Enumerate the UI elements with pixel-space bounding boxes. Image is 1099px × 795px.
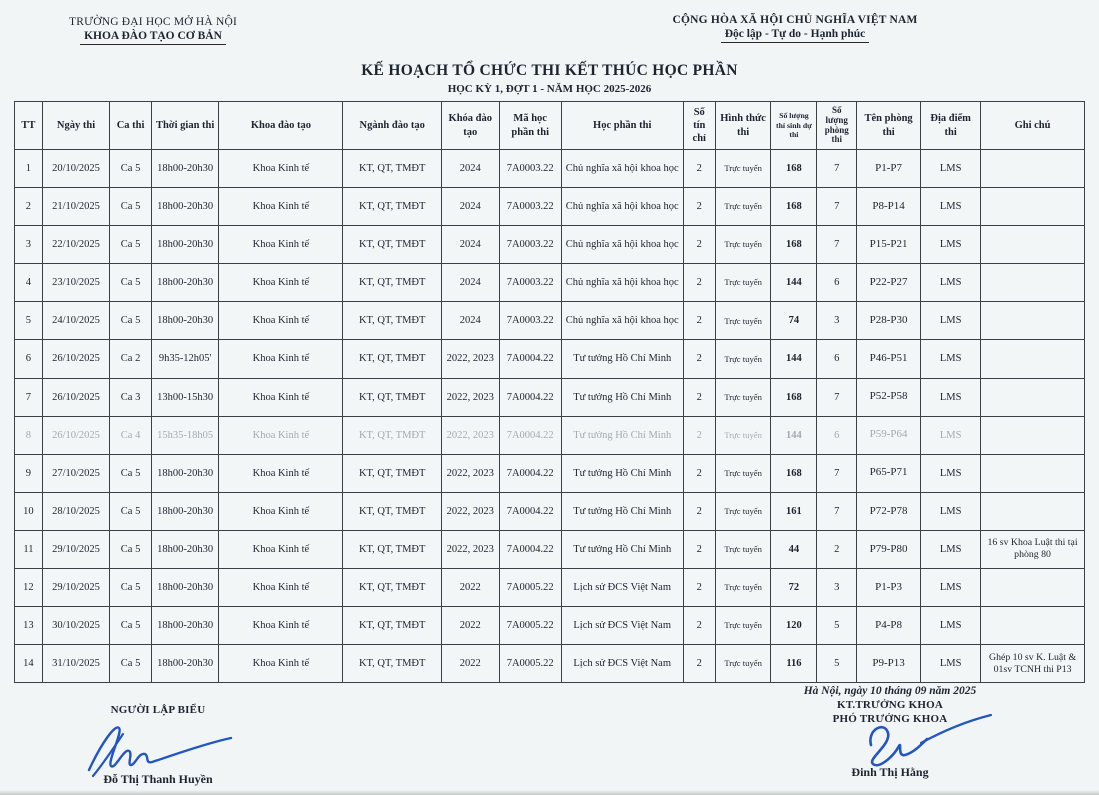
cell-ma-hoc-phan-thi: 7A0004.22 xyxy=(499,378,561,416)
cell-ngay-thi: 22/10/2025 xyxy=(42,226,109,264)
cell-ten-phong-thi: P52-P58 xyxy=(857,378,921,416)
cell-so-luong-phong-thi: 6 xyxy=(817,264,857,302)
cell-nganh-dao-tao: KT, QT, TMĐT xyxy=(343,226,441,264)
scan-edge xyxy=(0,790,1099,795)
cell-ma-hoc-phan-thi: 7A0003.22 xyxy=(499,264,561,302)
cell-so-tin-chi: 2 xyxy=(683,378,715,416)
cell-ten-phong-thi: P65-P71 xyxy=(857,454,921,492)
cell-dia-diem-thi: LMS xyxy=(921,188,981,226)
cell-khoa-dao-tao: Khoa Kinh tế xyxy=(219,340,343,378)
table-row xyxy=(15,378,1085,416)
cell-so-luong-thi-sinh: 120 xyxy=(771,607,817,645)
cell-khoa-dao-tao: Khoa Kinh tế xyxy=(219,378,343,416)
cell-so-tin-chi: 2 xyxy=(683,569,715,607)
cell-khoa-dao-tao: Khoa Kinh tế xyxy=(219,530,343,568)
approver-title-2: PHÓ TRƯỞNG KHOA xyxy=(832,713,948,725)
cell-so-luong-thi-sinh: 144 xyxy=(771,264,817,302)
cell-khoa-hoc: 2022, 2023 xyxy=(441,340,499,378)
cell-khoa-hoc: 2024 xyxy=(441,264,499,302)
table-row xyxy=(15,454,1085,492)
cell-so-tin-chi: 2 xyxy=(683,530,715,568)
cell-hoc-phan-thi: Tư tưởng Hồ Chí Minh xyxy=(561,454,683,492)
cell-so-luong-phong-thi: 7 xyxy=(817,492,857,530)
exam-schedule-table xyxy=(14,101,1085,683)
issuing-unit-block xyxy=(28,16,278,45)
cell-so-luong-phong-thi: 3 xyxy=(817,302,857,340)
cell-hinh-thuc-thi: Trực tuyến xyxy=(715,416,771,454)
cell-dia-diem-thi: LMS xyxy=(921,416,981,454)
cell-khoa-hoc: 2024 xyxy=(441,188,499,226)
cell-tt: 12 xyxy=(15,569,43,607)
cell-hinh-thuc-thi: Trực tuyến xyxy=(715,454,771,492)
cell-ghi-chu: 16 sv Khoa Luật thi tại phòng 80 xyxy=(981,530,1085,568)
cell-thoi-gian-thi: 18h00-20h30 xyxy=(151,188,218,226)
cell-hinh-thuc-thi: Trực tuyến xyxy=(715,264,771,302)
cell-so-tin-chi: 2 xyxy=(683,454,715,492)
cell-ca-thi: Ca 5 xyxy=(110,150,152,188)
col-header-hoc-phan-thi: Học phần thi xyxy=(561,102,683,150)
col-header-ten-phong-thi: Tên phòng thi xyxy=(857,102,921,150)
cell-thoi-gian-thi: 18h00-20h30 xyxy=(151,226,218,264)
cell-tt: 2 xyxy=(15,188,43,226)
cell-so-luong-thi-sinh: 168 xyxy=(771,226,817,264)
cell-thoi-gian-thi: 18h00-20h30 xyxy=(151,569,218,607)
cell-ma-hoc-phan-thi: 7A0003.22 xyxy=(499,188,561,226)
cell-so-tin-chi: 2 xyxy=(683,302,715,340)
col-header-khoa-dao-tao: Khoa đào tạo xyxy=(219,102,343,150)
cell-thoi-gian-thi: 15h35-18h05 xyxy=(151,416,218,454)
cell-ngay-thi: 28/10/2025 xyxy=(42,492,109,530)
cell-dia-diem-thi: LMS xyxy=(921,454,981,492)
national-header-block xyxy=(630,14,960,43)
cell-ten-phong-thi: P28-P30 xyxy=(857,302,921,340)
cell-khoa-dao-tao: Khoa Kinh tế xyxy=(219,188,343,226)
col-header-ngay-thi: Ngày thi xyxy=(42,102,109,150)
cell-dia-diem-thi: LMS xyxy=(921,302,981,340)
cell-ma-hoc-phan-thi: 7A0003.22 xyxy=(499,302,561,340)
cell-ghi-chu xyxy=(981,569,1085,607)
cell-hinh-thuc-thi: Trực tuyến xyxy=(715,340,771,378)
cell-hinh-thuc-thi: Trực tuyến xyxy=(715,378,771,416)
cell-ghi-chu xyxy=(981,340,1085,378)
cell-hoc-phan-thi: Lịch sử ĐCS Việt Nam xyxy=(561,645,683,683)
cell-ghi-chu xyxy=(981,492,1085,530)
cell-hoc-phan-thi: Tư tưởng Hồ Chí Minh xyxy=(561,530,683,568)
col-header-ma-hoc-phan-thi: Mã học phần thi xyxy=(499,102,561,150)
cell-khoa-dao-tao: Khoa Kinh tế xyxy=(219,226,343,264)
cell-ca-thi: Ca 5 xyxy=(110,645,152,683)
cell-ten-phong-thi: P9-P13 xyxy=(857,645,921,683)
cell-tt: 11 xyxy=(15,530,43,568)
cell-nganh-dao-tao: KT, QT, TMĐT xyxy=(343,607,441,645)
cell-hoc-phan-thi: Chủ nghĩa xã hội khoa học xyxy=(561,150,683,188)
cell-tt: 3 xyxy=(15,226,43,264)
cell-tt: 4 xyxy=(15,264,43,302)
cell-so-tin-chi: 2 xyxy=(683,264,715,302)
cell-dia-diem-thi: LMS xyxy=(921,150,981,188)
cell-khoa-hoc: 2022, 2023 xyxy=(441,454,499,492)
cell-ten-phong-thi: P4-P8 xyxy=(857,607,921,645)
national-title: CỘNG HÒA XÃ HỘI CHỦ NGHĨA VIỆT NAM xyxy=(672,14,918,26)
cell-khoa-hoc: 2022, 2023 xyxy=(441,416,499,454)
cell-hinh-thuc-thi: Trực tuyến xyxy=(715,607,771,645)
cell-khoa-hoc: 2022, 2023 xyxy=(441,530,499,568)
cell-khoa-dao-tao: Khoa Kinh tế xyxy=(219,150,343,188)
col-header-nganh-dao-tao: Ngành đào tạo xyxy=(343,102,441,150)
cell-ma-hoc-phan-thi: 7A0005.22 xyxy=(499,569,561,607)
cell-so-luong-thi-sinh: 161 xyxy=(771,492,817,530)
table-row xyxy=(15,264,1085,302)
table-row xyxy=(15,492,1085,530)
preparer-signoff xyxy=(48,702,268,787)
cell-ma-hoc-phan-thi: 7A0005.22 xyxy=(499,645,561,683)
cell-so-luong-phong-thi: 7 xyxy=(817,188,857,226)
cell-hinh-thuc-thi: Trực tuyến xyxy=(715,645,771,683)
table-row xyxy=(15,569,1085,607)
cell-hoc-phan-thi: Tư tưởng Hồ Chí Minh xyxy=(561,416,683,454)
cell-thoi-gian-thi: 18h00-20h30 xyxy=(151,150,218,188)
col-header-tt: TT xyxy=(15,102,43,150)
col-header-so-luong-phong-thi: Số lượng phòng thi xyxy=(817,102,857,150)
cell-hinh-thuc-thi: Trực tuyến xyxy=(715,302,771,340)
cell-dia-diem-thi: LMS xyxy=(921,378,981,416)
cell-thoi-gian-thi: 18h00-20h30 xyxy=(151,264,218,302)
cell-so-luong-phong-thi: 7 xyxy=(817,454,857,492)
cell-so-tin-chi: 2 xyxy=(683,416,715,454)
table-row xyxy=(15,302,1085,340)
preparer-name: Đỗ Thị Thanh Huyền xyxy=(103,772,213,786)
cell-ca-thi: Ca 3 xyxy=(110,378,152,416)
cell-ghi-chu xyxy=(981,378,1085,416)
cell-nganh-dao-tao: KT, QT, TMĐT xyxy=(343,416,441,454)
cell-so-luong-phong-thi: 2 xyxy=(817,530,857,568)
cell-ghi-chu xyxy=(981,454,1085,492)
cell-nganh-dao-tao: KT, QT, TMĐT xyxy=(343,492,441,530)
cell-so-tin-chi: 2 xyxy=(683,645,715,683)
cell-ca-thi: Ca 5 xyxy=(110,264,152,302)
cell-dia-diem-thi: LMS xyxy=(921,530,981,568)
cell-thoi-gian-thi: 9h35-12h05' xyxy=(151,340,218,378)
cell-hinh-thuc-thi: Trực tuyến xyxy=(715,226,771,264)
cell-so-luong-thi-sinh: 44 xyxy=(771,530,817,568)
cell-hinh-thuc-thi: Trực tuyến xyxy=(715,492,771,530)
cell-nganh-dao-tao: KT, QT, TMĐT xyxy=(343,150,441,188)
cell-dia-diem-thi: LMS xyxy=(921,264,981,302)
cell-khoa-dao-tao: Khoa Kinh tế xyxy=(219,302,343,340)
table-row xyxy=(15,416,1085,454)
cell-ten-phong-thi: P8-P14 xyxy=(857,188,921,226)
cell-hoc-phan-thi: Chủ nghĩa xã hội khoa học xyxy=(561,264,683,302)
cell-tt: 9 xyxy=(15,454,43,492)
cell-tt: 1 xyxy=(15,150,43,188)
cell-tt: 13 xyxy=(15,607,43,645)
cell-tt: 7 xyxy=(15,378,43,416)
faculty-name: KHOA ĐÀO TẠO CƠ BẢN xyxy=(28,30,278,45)
cell-ngay-thi: 26/10/2025 xyxy=(42,416,109,454)
cell-ghi-chu: Ghép 10 sv K. Luật & 01sv TCNH thi P13 xyxy=(981,645,1085,683)
table-row xyxy=(15,607,1085,645)
cell-hoc-phan-thi: Tư tưởng Hồ Chí Minh xyxy=(561,378,683,416)
cell-nganh-dao-tao: KT, QT, TMĐT xyxy=(343,264,441,302)
cell-dia-diem-thi: LMS xyxy=(921,607,981,645)
cell-hoc-phan-thi: Lịch sử ĐCS Việt Nam xyxy=(561,569,683,607)
national-motto: Độc lập - Tự do - Hạnh phúc xyxy=(630,28,960,43)
cell-khoa-dao-tao: Khoa Kinh tế xyxy=(219,569,343,607)
cell-ten-phong-thi: P1-P7 xyxy=(857,150,921,188)
col-header-dia-diem-thi: Địa điểm thi xyxy=(921,102,981,150)
cell-khoa-hoc: 2022 xyxy=(441,569,499,607)
cell-khoa-hoc: 2024 xyxy=(441,226,499,264)
cell-tt: 14 xyxy=(15,645,43,683)
cell-ten-phong-thi: P22-P27 xyxy=(857,264,921,302)
cell-so-luong-thi-sinh: 168 xyxy=(771,188,817,226)
preparer-title: NGƯỜI LẬP BIỂU xyxy=(110,704,206,716)
preparer-signature xyxy=(63,716,253,778)
col-header-ghi-chu: Ghi chú xyxy=(981,102,1085,150)
cell-so-luong-thi-sinh: 74 xyxy=(771,302,817,340)
cell-so-luong-thi-sinh: 116 xyxy=(771,645,817,683)
cell-so-tin-chi: 2 xyxy=(683,226,715,264)
cell-ten-phong-thi: P59-P64 xyxy=(857,416,921,454)
cell-khoa-dao-tao: Khoa Kinh tế xyxy=(219,645,343,683)
table-row xyxy=(15,530,1085,568)
cell-so-tin-chi: 2 xyxy=(683,607,715,645)
cell-nganh-dao-tao: KT, QT, TMĐT xyxy=(343,645,441,683)
cell-so-luong-phong-thi: 7 xyxy=(817,150,857,188)
cell-ca-thi: Ca 5 xyxy=(110,188,152,226)
cell-ma-hoc-phan-thi: 7A0003.22 xyxy=(499,226,561,264)
cell-hoc-phan-thi: Tư tưởng Hồ Chí Minh xyxy=(561,340,683,378)
cell-thoi-gian-thi: 18h00-20h30 xyxy=(151,530,218,568)
cell-thoi-gian-thi: 13h00-15h30 xyxy=(151,378,218,416)
table-header xyxy=(15,102,1085,150)
cell-ca-thi: Ca 5 xyxy=(110,569,152,607)
cell-so-luong-phong-thi: 5 xyxy=(817,645,857,683)
cell-so-luong-thi-sinh: 168 xyxy=(771,150,817,188)
cell-khoa-dao-tao: Khoa Kinh tế xyxy=(219,264,343,302)
table-body xyxy=(15,150,1085,683)
cell-dia-diem-thi: LMS xyxy=(921,645,981,683)
cell-so-luong-phong-thi: 7 xyxy=(817,378,857,416)
cell-hoc-phan-thi: Lịch sử ĐCS Việt Nam xyxy=(561,607,683,645)
cell-hoc-phan-thi: Chủ nghĩa xã hội khoa học xyxy=(561,226,683,264)
col-header-so-luong-thi-sinh: Số lượng thí sinh dự thi xyxy=(771,102,817,150)
cell-ten-phong-thi: P46-P51 xyxy=(857,340,921,378)
cell-so-luong-phong-thi: 3 xyxy=(817,569,857,607)
cell-ngay-thi: 30/10/2025 xyxy=(42,607,109,645)
cell-hoc-phan-thi: Chủ nghĩa xã hội khoa học xyxy=(561,302,683,340)
cell-ca-thi: Ca 5 xyxy=(110,454,152,492)
cell-ghi-chu xyxy=(981,607,1085,645)
cell-so-luong-thi-sinh: 168 xyxy=(771,454,817,492)
cell-khoa-dao-tao: Khoa Kinh tế xyxy=(219,454,343,492)
cell-so-luong-thi-sinh: 144 xyxy=(771,340,817,378)
cell-ngay-thi: 21/10/2025 xyxy=(42,188,109,226)
cell-khoa-hoc: 2024 xyxy=(441,302,499,340)
cell-thoi-gian-thi: 18h00-20h30 xyxy=(151,645,218,683)
cell-thoi-gian-thi: 18h00-20h30 xyxy=(151,454,218,492)
table-row xyxy=(15,150,1085,188)
cell-khoa-dao-tao: Khoa Kinh tế xyxy=(219,416,343,454)
cell-khoa-dao-tao: Khoa Kinh tế xyxy=(219,492,343,530)
cell-ngay-thi: 31/10/2025 xyxy=(42,645,109,683)
col-header-ca-thi: Ca thi xyxy=(110,102,152,150)
cell-ma-hoc-phan-thi: 7A0004.22 xyxy=(499,530,561,568)
cell-so-tin-chi: 2 xyxy=(683,492,715,530)
table-row xyxy=(15,645,1085,683)
cell-so-tin-chi: 2 xyxy=(683,188,715,226)
cell-hoc-phan-thi: Chủ nghĩa xã hội khoa học xyxy=(561,188,683,226)
cell-so-luong-thi-sinh: 168 xyxy=(771,378,817,416)
cell-ten-phong-thi: P72-P78 xyxy=(857,492,921,530)
cell-so-luong-thi-sinh: 144 xyxy=(771,416,817,454)
cell-tt: 5 xyxy=(15,302,43,340)
cell-ma-hoc-phan-thi: 7A0004.22 xyxy=(499,492,561,530)
approver-title-1: KT.TRƯỞNG KHOA xyxy=(836,699,944,711)
cell-nganh-dao-tao: KT, QT, TMĐT xyxy=(343,454,441,492)
cell-ngay-thi: 29/10/2025 xyxy=(42,569,109,607)
cell-ngay-thi: 20/10/2025 xyxy=(42,150,109,188)
cell-ghi-chu xyxy=(981,150,1085,188)
cell-so-tin-chi: 2 xyxy=(683,340,715,378)
cell-khoa-hoc: 2024 xyxy=(441,150,499,188)
cell-ten-phong-thi: P15-P21 xyxy=(857,226,921,264)
cell-khoa-hoc: 2022 xyxy=(441,607,499,645)
cell-dia-diem-thi: LMS xyxy=(921,226,981,264)
university-name: TRƯỜNG ĐẠI HỌC MỞ HÀ NỘI xyxy=(68,16,237,28)
cell-hinh-thuc-thi: Trực tuyến xyxy=(715,188,771,226)
cell-so-luong-thi-sinh: 72 xyxy=(771,569,817,607)
col-header-so-tin-chi: Số tín chỉ xyxy=(683,102,715,150)
table-row xyxy=(15,226,1085,264)
cell-ten-phong-thi: P1-P3 xyxy=(857,569,921,607)
cell-so-luong-phong-thi: 6 xyxy=(817,340,857,378)
cell-nganh-dao-tao: KT, QT, TMĐT xyxy=(343,530,441,568)
cell-nganh-dao-tao: KT, QT, TMĐT xyxy=(343,569,441,607)
cell-dia-diem-thi: LMS xyxy=(921,569,981,607)
cell-nganh-dao-tao: KT, QT, TMĐT xyxy=(343,302,441,340)
cell-ngay-thi: 26/10/2025 xyxy=(42,340,109,378)
cell-hinh-thuc-thi: Trực tuyến xyxy=(715,569,771,607)
table-row xyxy=(15,188,1085,226)
cell-ghi-chu xyxy=(981,188,1085,226)
cell-ngay-thi: 26/10/2025 xyxy=(42,378,109,416)
cell-ten-phong-thi: P79-P80 xyxy=(857,530,921,568)
cell-ngay-thi: 23/10/2025 xyxy=(42,264,109,302)
cell-so-luong-phong-thi: 6 xyxy=(817,416,857,454)
approver-signoff xyxy=(745,685,1035,780)
cell-ghi-chu xyxy=(981,226,1085,264)
cell-tt: 10 xyxy=(15,492,43,530)
cell-ngay-thi: 24/10/2025 xyxy=(42,302,109,340)
cell-khoa-hoc: 2022, 2023 xyxy=(441,378,499,416)
document-title: KẾ HOẠCH TỔ CHỨC THI KẾT THÚC HỌC PHẦN xyxy=(361,62,738,79)
cell-ghi-chu xyxy=(981,302,1085,340)
cell-tt: 6 xyxy=(15,340,43,378)
cell-hinh-thuc-thi: Trực tuyến xyxy=(715,530,771,568)
cell-ngay-thi: 29/10/2025 xyxy=(42,530,109,568)
cell-thoi-gian-thi: 18h00-20h30 xyxy=(151,492,218,530)
cell-hoc-phan-thi: Tư tưởng Hồ Chí Minh xyxy=(561,492,683,530)
cell-thoi-gian-thi: 18h00-20h30 xyxy=(151,302,218,340)
cell-dia-diem-thi: LMS xyxy=(921,492,981,530)
cell-ghi-chu xyxy=(981,416,1085,454)
cell-nganh-dao-tao: KT, QT, TMĐT xyxy=(343,188,441,226)
cell-khoa-dao-tao: Khoa Kinh tế xyxy=(219,607,343,645)
cell-ma-hoc-phan-thi: 7A0003.22 xyxy=(499,150,561,188)
cell-ma-hoc-phan-thi: 7A0004.22 xyxy=(499,454,561,492)
cell-ca-thi: Ca 5 xyxy=(110,530,152,568)
header-row xyxy=(15,102,1085,150)
cell-ma-hoc-phan-thi: 7A0004.22 xyxy=(499,416,561,454)
cell-ma-hoc-phan-thi: 7A0004.22 xyxy=(499,340,561,378)
document-subtitle: HỌC KỲ 1, ĐỢT 1 - NĂM HỌC 2025-2026 xyxy=(447,83,652,95)
cell-dia-diem-thi: LMS xyxy=(921,340,981,378)
cell-ca-thi: Ca 5 xyxy=(110,302,152,340)
cell-so-luong-phong-thi: 5 xyxy=(817,607,857,645)
cell-ca-thi: Ca 5 xyxy=(110,492,152,530)
date-place-line: Hà Nội, ngày 10 tháng 09 năm 2025 xyxy=(803,685,977,697)
col-header-khoa-hoc: Khóa đào tạo xyxy=(441,102,499,150)
cell-ca-thi: Ca 5 xyxy=(110,226,152,264)
cell-ngay-thi: 27/10/2025 xyxy=(42,454,109,492)
col-header-hinh-thuc-thi: Hình thức thi xyxy=(715,102,771,150)
approver-name: Đinh Thị Hằng xyxy=(851,765,929,779)
cell-khoa-hoc: 2022 xyxy=(441,645,499,683)
cell-nganh-dao-tao: KT, QT, TMĐT xyxy=(343,378,441,416)
cell-nganh-dao-tao: KT, QT, TMĐT xyxy=(343,340,441,378)
cell-thoi-gian-thi: 18h00-20h30 xyxy=(151,607,218,645)
cell-ca-thi: Ca 4 xyxy=(110,416,152,454)
cell-khoa-hoc: 2022, 2023 xyxy=(441,492,499,530)
cell-tt: 8 xyxy=(15,416,43,454)
table-row xyxy=(15,340,1085,378)
cell-so-tin-chi: 2 xyxy=(683,150,715,188)
cell-so-luong-phong-thi: 7 xyxy=(817,226,857,264)
cell-ca-thi: Ca 5 xyxy=(110,607,152,645)
col-header-thoi-gian-thi: Thời gian thi xyxy=(151,102,218,150)
cell-ma-hoc-phan-thi: 7A0005.22 xyxy=(499,607,561,645)
cell-ca-thi: Ca 2 xyxy=(110,340,152,378)
cell-ghi-chu xyxy=(981,264,1085,302)
cell-hinh-thuc-thi: Trực tuyến xyxy=(715,150,771,188)
